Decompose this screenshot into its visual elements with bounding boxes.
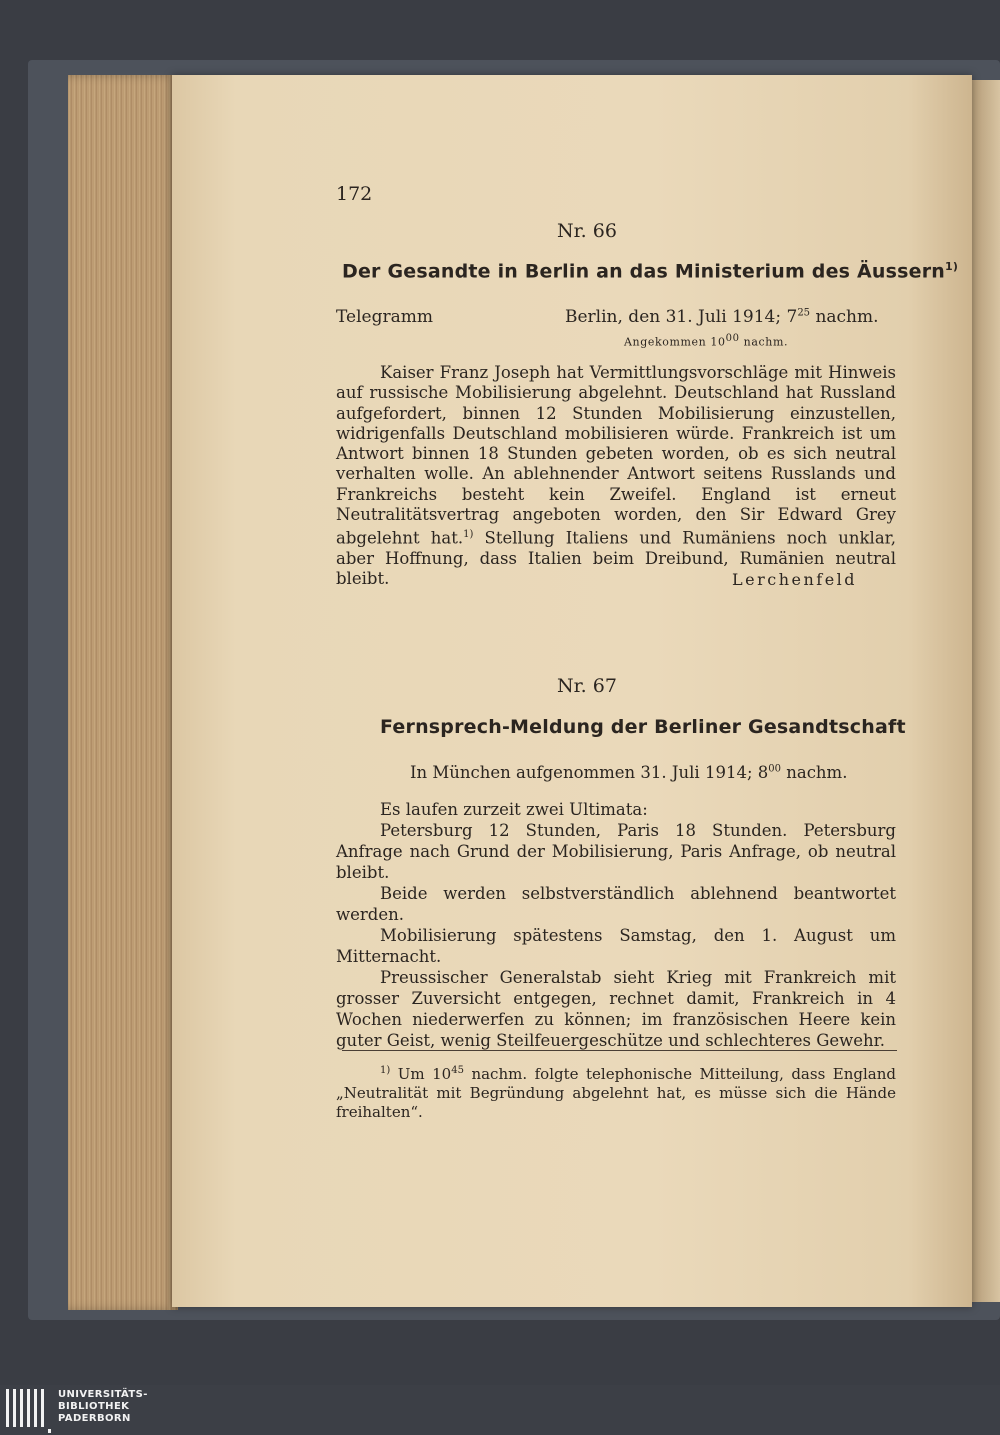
footnote-minutes: 45 <box>451 1065 464 1076</box>
recorded-text: In München aufgenommen 31. Juli 1914; 8 <box>410 763 769 782</box>
library-name <box>58 1389 148 1425</box>
library-name-line: BIBLIOTHEK <box>58 1401 130 1412</box>
library-name-line: UNIVERSITÄTS- <box>58 1389 148 1400</box>
document-number-66: Nr. 66 <box>557 220 617 242</box>
paragraph: Mobilisierung spätestens Samstag, den 1. August um Mitternacht. <box>336 926 896 966</box>
paragraph: Es laufen zurzeit zwei Ultimata: <box>380 800 648 819</box>
footnote-marker: 1) <box>380 1065 391 1076</box>
document-67-body <box>336 799 896 1051</box>
document-66-body <box>336 363 896 590</box>
page-number: 172 <box>336 183 373 205</box>
telegram-date-suffix: nachm. <box>810 307 879 327</box>
received-text: Angekommen 10 <box>624 335 726 349</box>
footnote-text-b: nachm. folgte telephonische Mitteilung, dass England „Neutralität mit Begründung abgelehnt hat, es müsse sich die Hände freihalten“. <box>336 1065 896 1121</box>
paragraph: Preussischer Generalstab sieht Krieg mit Frankreich mit grosser Zuversicht entgegen, rechnet damit, Frankreich in 4 Wochen niederwerfen zu können; im französischen Heere kein guter Geist, wenig Steilfeuergeschütze und schlechteres Gewehr. <box>336 968 896 1050</box>
document-number-67: Nr. 67 <box>557 675 617 697</box>
paragraph: Petersburg 12 Stunden, Paris 18 Stunden. Petersburg Anfrage nach Grund der Mobilisierung, Paris Anfrage, ob neutral bleibt. <box>336 821 896 882</box>
footnote-divider <box>342 1050 897 1051</box>
received-note <box>624 333 788 349</box>
library-logo-icon <box>6 1389 50 1431</box>
recorded-note <box>410 763 847 782</box>
body-footnote-marker: 1) <box>463 529 474 541</box>
recorded-suffix: nachm. <box>780 763 848 782</box>
paragraph: Beide werden selbstverständlich ablehnend beantwortet werden. <box>336 884 896 924</box>
facing-page-edge <box>972 80 1000 1302</box>
document-type: Telegramm <box>336 307 433 327</box>
telegram-date-minutes: 25 <box>797 307 811 319</box>
book-page <box>172 75 972 1307</box>
received-suffix: nachm. <box>739 335 789 349</box>
page-edges <box>68 75 178 1310</box>
library-footer <box>0 1385 1000 1435</box>
title-footnote-marker: 1) <box>945 260 959 273</box>
recorded-minutes: 00 <box>768 763 781 775</box>
library-name-line: PADERBORN <box>58 1413 131 1424</box>
received-minutes: 00 <box>725 333 740 344</box>
body-main-text: Kaiser Franz Joseph hat Vermittlungsvorschläge mit Hinweis auf russische Mobilisierung abgelehnt. Deutschland hat Russland aufgefordert, binnen 12 Stunden Mobilisierung einzustellen, widrigenfalls Deutschland mobilisieren würde. Frankreich ist um Antwort binnen 18 Stunden gebeten worden, ob es sich neutral verhalten wolle. An ablehnender Antwort seitens Russlands und Frankreichs besteht kein Zweifel. England ist erneut Neutralitätsvertrag angeboten worden, den Sir Edward Grey abgelehnt hat. <box>336 363 896 548</box>
document-67-title: Fernsprech-Meldung der Berliner Gesandtschaft <box>380 716 906 738</box>
signature: Lerchenfeld <box>732 570 858 589</box>
document-66-title <box>342 260 958 282</box>
document-66-title-text: Der Gesandte in Berlin an das Ministerium des Äussern <box>342 260 946 283</box>
footnote <box>336 1061 896 1122</box>
body-rest-text: Stellung Italiens und Rumäniens noch unklar, aber Hoffnung, dass Italien beim Dreibund, Rumänien neutral bleibt. <box>336 528 896 589</box>
footnote-text-a: Um 10 <box>390 1065 452 1083</box>
telegram-date-text: Berlin, den 31. Juli 1914; 7 <box>565 307 798 327</box>
telegram-date <box>565 307 879 327</box>
